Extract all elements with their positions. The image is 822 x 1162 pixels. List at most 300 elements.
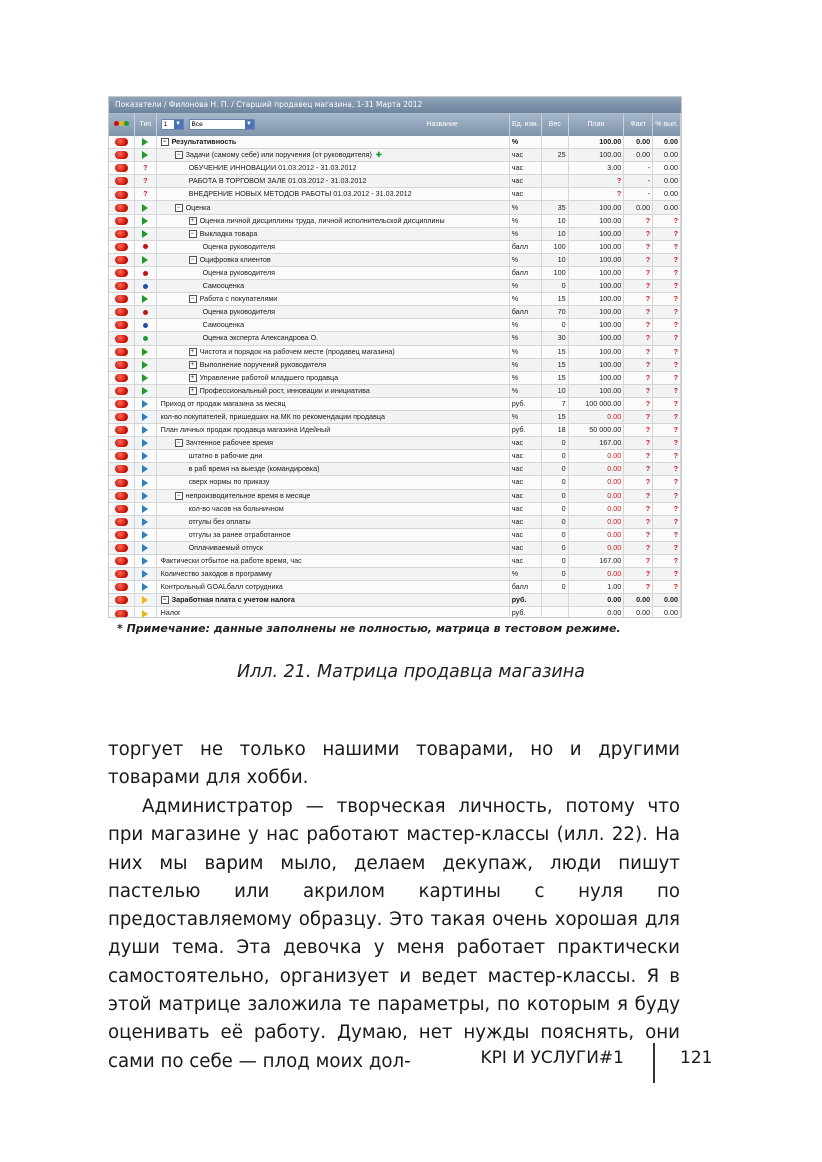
fact-cell[interactable] bbox=[624, 607, 653, 618]
fact-cell[interactable] bbox=[624, 266, 653, 279]
weight-cell bbox=[541, 607, 568, 618]
blue-triangle-icon bbox=[142, 557, 148, 565]
red-dot-icon bbox=[143, 244, 148, 249]
plan-cell bbox=[568, 227, 624, 240]
fact-value: ? bbox=[645, 385, 651, 395]
status-cell bbox=[109, 397, 135, 410]
unit-cell bbox=[509, 384, 541, 397]
collapse-icon[interactable]: − bbox=[175, 204, 183, 212]
status-cell bbox=[109, 253, 135, 266]
fact-cell[interactable] bbox=[624, 162, 653, 175]
fact-cell[interactable] bbox=[624, 214, 653, 227]
table-row[interactable] bbox=[109, 319, 681, 332]
type-cell bbox=[135, 607, 156, 618]
weight-cell bbox=[541, 332, 568, 345]
pct-cell bbox=[653, 201, 681, 214]
plan-value: 0.00 bbox=[607, 490, 622, 500]
fact-value: - bbox=[647, 176, 651, 186]
collapse-icon[interactable]: − bbox=[175, 151, 183, 159]
fact-cell[interactable] bbox=[624, 437, 653, 450]
table-row[interactable] bbox=[109, 594, 681, 607]
status-red-dot-icon bbox=[115, 610, 128, 618]
plan-cell bbox=[568, 384, 624, 397]
plan-cell bbox=[568, 162, 624, 175]
type-cell bbox=[135, 240, 156, 253]
status-red-dot-icon bbox=[115, 217, 128, 225]
weight-cell bbox=[541, 476, 568, 489]
pct-value: ? bbox=[673, 215, 678, 225]
status-red-dot-icon bbox=[115, 544, 128, 552]
fact-cell[interactable] bbox=[624, 424, 653, 437]
plan-value: 3.00 bbox=[607, 163, 622, 173]
fact-cell[interactable] bbox=[624, 594, 653, 607]
table-row[interactable] bbox=[109, 371, 681, 384]
pct-cell bbox=[653, 541, 681, 554]
table-row[interactable] bbox=[109, 515, 681, 528]
collapse-icon[interactable]: − bbox=[189, 295, 197, 303]
pct-cell bbox=[653, 371, 681, 384]
red-dot-icon bbox=[143, 271, 148, 276]
unit-cell bbox=[509, 555, 541, 568]
status-cell bbox=[109, 450, 135, 463]
weight-cell bbox=[541, 528, 568, 541]
pct-cell bbox=[653, 345, 681, 358]
pct-cell bbox=[653, 280, 681, 293]
status-red-dot-icon bbox=[115, 164, 128, 172]
plan-value: 100.00 bbox=[599, 150, 622, 160]
table-row[interactable] bbox=[109, 437, 681, 450]
table-row[interactable] bbox=[109, 188, 681, 201]
pct-cell bbox=[653, 266, 681, 279]
plan-cell bbox=[568, 397, 624, 410]
blue-triangle-icon bbox=[142, 452, 148, 460]
weight-cell bbox=[541, 266, 568, 279]
fact-cell[interactable] bbox=[624, 384, 653, 397]
indicator-name: Зачтенное рабочее время bbox=[185, 438, 273, 448]
indicator-name: Заработная плата с учетом налога bbox=[171, 595, 295, 605]
fact-cell[interactable] bbox=[624, 188, 653, 201]
plan-value: 100.00 bbox=[599, 241, 622, 251]
plan-cell bbox=[568, 424, 624, 437]
weight-cell bbox=[541, 555, 568, 568]
table-row[interactable] bbox=[109, 175, 681, 188]
table-row[interactable] bbox=[109, 136, 681, 149]
indicator-name: Задачи (самому себе) или поручения (от руководителя) bbox=[185, 150, 372, 160]
table-row[interactable] bbox=[109, 450, 681, 463]
plan-value: 100 000.00 bbox=[585, 398, 622, 408]
plan-value: 100.00 bbox=[599, 346, 622, 356]
weight-value: 70 bbox=[557, 307, 566, 317]
unit-value: час bbox=[511, 477, 524, 487]
question-mark-icon: ? bbox=[143, 163, 148, 173]
indicator-name: сверх нормы по приказу bbox=[188, 477, 270, 487]
table-row[interactable] bbox=[109, 280, 681, 293]
blue-triangle-icon bbox=[142, 439, 148, 447]
kpi-table bbox=[109, 113, 681, 618]
unit-cell bbox=[509, 581, 541, 594]
pct-value: ? bbox=[673, 294, 678, 304]
collapse-icon[interactable]: − bbox=[175, 439, 183, 447]
type-cell bbox=[135, 463, 156, 476]
expand-icon[interactable]: + bbox=[189, 348, 197, 356]
unit-cell bbox=[509, 149, 541, 162]
type-cell bbox=[135, 358, 156, 371]
pct-value: ? bbox=[673, 529, 678, 539]
plan-cell bbox=[568, 541, 624, 554]
table-row[interactable] bbox=[109, 214, 681, 227]
table-row[interactable] bbox=[109, 581, 681, 594]
fact-cell[interactable] bbox=[624, 358, 653, 371]
table-row[interactable] bbox=[109, 345, 681, 358]
table-row[interactable] bbox=[109, 607, 681, 618]
unit-value: % bbox=[511, 202, 519, 212]
weight-cell bbox=[541, 594, 568, 607]
plan-cell bbox=[568, 214, 624, 227]
status-cell bbox=[109, 581, 135, 594]
weight-cell bbox=[541, 358, 568, 371]
expand-icon[interactable]: + bbox=[189, 374, 197, 382]
fact-cell[interactable] bbox=[624, 568, 653, 581]
collapse-icon[interactable]: − bbox=[189, 256, 197, 264]
table-row[interactable] bbox=[109, 397, 681, 410]
table-row[interactable] bbox=[109, 201, 681, 214]
unit-cell bbox=[509, 424, 541, 437]
table-row[interactable] bbox=[109, 306, 681, 319]
fact-cell[interactable] bbox=[624, 541, 653, 554]
table-row[interactable] bbox=[109, 293, 681, 306]
table-row[interactable] bbox=[109, 384, 681, 397]
unit-value: % bbox=[511, 333, 519, 343]
fact-cell[interactable] bbox=[624, 293, 653, 306]
fact-cell[interactable] bbox=[624, 240, 653, 253]
fact-cell[interactable] bbox=[624, 515, 653, 528]
blue-triangle-icon bbox=[142, 505, 148, 513]
pct-value: 0.00 bbox=[664, 189, 678, 199]
pct-value: ? bbox=[673, 228, 678, 238]
status-cell bbox=[109, 280, 135, 293]
name-cell bbox=[156, 358, 509, 371]
unit-value: час bbox=[511, 464, 524, 474]
unit-value: час bbox=[511, 503, 524, 513]
expand-icon[interactable]: + bbox=[189, 217, 197, 225]
type-cell bbox=[135, 345, 156, 358]
indicator-name: Оценка руководителя bbox=[202, 241, 276, 251]
name-cell bbox=[156, 266, 509, 279]
plan-cell bbox=[568, 476, 624, 489]
unit-cell bbox=[509, 528, 541, 541]
name-cell bbox=[156, 253, 509, 266]
indicator-name: Работа с покупателями bbox=[199, 294, 278, 304]
fact-cell[interactable] bbox=[624, 476, 653, 489]
table-row[interactable] bbox=[109, 149, 681, 162]
name-cell bbox=[156, 188, 509, 201]
table-row[interactable] bbox=[109, 476, 681, 489]
weight-value: 25 bbox=[557, 150, 566, 160]
status-cell bbox=[109, 502, 135, 515]
fact-cell[interactable] bbox=[624, 410, 653, 423]
status-cell bbox=[109, 319, 135, 332]
type-cell bbox=[135, 371, 156, 384]
table-row[interactable] bbox=[109, 541, 681, 554]
weight-value: 15 bbox=[557, 359, 566, 369]
fact-cell[interactable] bbox=[624, 136, 653, 149]
plan-cell bbox=[568, 568, 624, 581]
fact-cell[interactable] bbox=[624, 280, 653, 293]
question-mark-icon: ? bbox=[143, 189, 148, 199]
status-red-dot-icon bbox=[115, 335, 128, 343]
table-row[interactable] bbox=[109, 502, 681, 515]
fact-cell[interactable] bbox=[624, 581, 653, 594]
unit-value: час bbox=[511, 176, 524, 186]
pct-value: 0.00 bbox=[664, 608, 678, 618]
table-row[interactable] bbox=[109, 528, 681, 541]
fact-cell[interactable] bbox=[624, 319, 653, 332]
fact-value: ? bbox=[645, 372, 651, 382]
plan-cell bbox=[568, 555, 624, 568]
fact-cell[interactable] bbox=[624, 371, 653, 384]
plan-value: 0.00 bbox=[607, 451, 622, 461]
weight-column-header: Вес bbox=[541, 113, 568, 136]
plan-cell bbox=[568, 345, 624, 358]
pct-value: ? bbox=[673, 398, 678, 408]
plan-value: ? bbox=[616, 176, 622, 186]
blue-triangle-icon bbox=[142, 583, 148, 591]
table-row[interactable] bbox=[109, 240, 681, 253]
plan-value: 0.00 bbox=[607, 464, 622, 474]
unit-cell bbox=[509, 319, 541, 332]
fact-cell[interactable] bbox=[624, 463, 653, 476]
name-cell bbox=[156, 214, 509, 227]
status-cell bbox=[109, 240, 135, 253]
plan-cell bbox=[568, 358, 624, 371]
fact-value: ? bbox=[645, 307, 651, 317]
weight-cell bbox=[541, 188, 568, 201]
pct-value: ? bbox=[673, 307, 678, 317]
pct-cell bbox=[653, 489, 681, 502]
status-cell bbox=[109, 266, 135, 279]
pct-cell bbox=[653, 594, 681, 607]
filter-select[interactable]: Все ▼ bbox=[189, 119, 255, 130]
pct-cell bbox=[653, 476, 681, 489]
fact-value: ? bbox=[645, 320, 651, 330]
add-task-icon[interactable]: ✚ bbox=[375, 150, 382, 160]
fact-cell[interactable] bbox=[624, 555, 653, 568]
fact-value: ? bbox=[645, 569, 651, 579]
unit-value: час bbox=[511, 438, 524, 448]
plan-value: 0.00 bbox=[607, 569, 622, 579]
table-row[interactable] bbox=[109, 424, 681, 437]
unit-value: % bbox=[511, 385, 519, 395]
indicator-name: Приход от продаж магазина за месяц bbox=[160, 398, 286, 408]
fact-cell[interactable] bbox=[624, 253, 653, 266]
fact-value: 0.00 bbox=[636, 150, 651, 160]
pct-value: 0.00 bbox=[664, 163, 678, 173]
fact-cell[interactable] bbox=[624, 149, 653, 162]
pct-cell bbox=[653, 136, 681, 149]
fact-cell[interactable] bbox=[624, 332, 653, 345]
pct-value: ? bbox=[673, 516, 678, 526]
kpi-matrix-screenshot bbox=[108, 96, 682, 618]
plan-cell bbox=[568, 306, 624, 319]
indicator-name: Фактически отбытое на работе время, час bbox=[160, 556, 302, 566]
table-row[interactable] bbox=[109, 463, 681, 476]
status-cell bbox=[109, 528, 135, 541]
fact-cell[interactable] bbox=[624, 201, 653, 214]
name-cell bbox=[156, 410, 509, 423]
green-triangle-icon bbox=[142, 204, 148, 212]
unit-value: % bbox=[511, 569, 519, 579]
weight-value: 30 bbox=[557, 333, 566, 343]
status-cell bbox=[109, 410, 135, 423]
level-select[interactable]: 1 ▼ bbox=[161, 119, 184, 130]
pct-value: ? bbox=[673, 464, 678, 474]
fact-cell[interactable] bbox=[624, 175, 653, 188]
indicator-name: отгулы без оплаты bbox=[188, 516, 251, 526]
status-cell bbox=[109, 437, 135, 450]
status-cell bbox=[109, 555, 135, 568]
weight-value: 0 bbox=[561, 556, 566, 566]
pct-value: ? bbox=[673, 425, 678, 435]
fact-value: ? bbox=[645, 281, 651, 291]
unit-cell bbox=[509, 358, 541, 371]
unit-value: % bbox=[511, 254, 519, 264]
table-row[interactable] bbox=[109, 358, 681, 371]
status-red-dot-icon bbox=[115, 204, 128, 212]
status-red-dot-icon bbox=[115, 413, 128, 421]
table-row[interactable] bbox=[109, 410, 681, 423]
indicator-name: Профессиональный рост, инновации и инициатива bbox=[199, 385, 370, 395]
pct-value: ? bbox=[673, 359, 678, 369]
name-cell bbox=[156, 136, 509, 149]
status-red-dot-icon bbox=[115, 387, 128, 395]
fact-cell[interactable] bbox=[624, 450, 653, 463]
status-red-dot-icon bbox=[115, 230, 128, 238]
type-cell bbox=[135, 253, 156, 266]
indicator-name: штатно в рабочие дни bbox=[188, 451, 263, 461]
indicator-name: непроизводительное время в месяце bbox=[185, 490, 311, 500]
green-triangle-icon bbox=[142, 348, 148, 356]
collapse-icon[interactable]: − bbox=[189, 230, 197, 238]
name-cell bbox=[156, 162, 509, 175]
type-cell bbox=[135, 201, 156, 214]
name-cell bbox=[156, 293, 509, 306]
fact-cell[interactable] bbox=[624, 345, 653, 358]
table-row[interactable] bbox=[109, 568, 681, 581]
weight-cell bbox=[541, 397, 568, 410]
fact-cell[interactable] bbox=[624, 528, 653, 541]
plan-cell bbox=[568, 371, 624, 384]
fact-cell[interactable] bbox=[624, 489, 653, 502]
type-cell bbox=[135, 384, 156, 397]
indicator-name: Выкладка товара bbox=[199, 228, 258, 238]
unit-value: час bbox=[511, 189, 524, 199]
weight-cell bbox=[541, 371, 568, 384]
table-row[interactable] bbox=[109, 227, 681, 240]
pct-value: ? bbox=[673, 451, 678, 461]
type-cell bbox=[135, 581, 156, 594]
status-cell bbox=[109, 384, 135, 397]
fact-value: ? bbox=[645, 425, 651, 435]
weight-value: 35 bbox=[557, 202, 566, 212]
fact-cell[interactable] bbox=[624, 397, 653, 410]
weight-value: 0 bbox=[561, 582, 566, 592]
status-red-dot-icon bbox=[115, 308, 128, 316]
unit-cell bbox=[509, 463, 541, 476]
name-cell bbox=[156, 528, 509, 541]
pct-cell bbox=[653, 149, 681, 162]
table-row[interactable] bbox=[109, 266, 681, 279]
table-row[interactable] bbox=[109, 489, 681, 502]
weight-cell bbox=[541, 306, 568, 319]
plan-value: 0.00 bbox=[607, 542, 622, 552]
table-row[interactable] bbox=[109, 253, 681, 266]
name-cell bbox=[156, 568, 509, 581]
unit-value: час bbox=[511, 556, 524, 566]
indicator-name: Результативность bbox=[171, 137, 237, 147]
fact-cell[interactable] bbox=[624, 502, 653, 515]
expand-icon[interactable]: + bbox=[189, 387, 197, 395]
plan-value: 50 000.00 bbox=[589, 425, 622, 435]
pct-cell bbox=[653, 410, 681, 423]
indicator-name: РАБОТА В ТОРГОВОМ ЗАЛЕ 01.03.2012 - 31.03.2012 bbox=[188, 176, 367, 186]
unit-cell bbox=[509, 568, 541, 581]
weight-cell bbox=[541, 280, 568, 293]
indicator-name: Оцифровка клиентов bbox=[199, 254, 271, 264]
fact-value: ? bbox=[645, 542, 651, 552]
pct-value: ? bbox=[673, 490, 678, 500]
fact-cell[interactable] bbox=[624, 306, 653, 319]
expand-icon[interactable]: + bbox=[189, 361, 197, 369]
unit-cell bbox=[509, 489, 541, 502]
pct-value: ? bbox=[673, 569, 678, 579]
fact-cell[interactable] bbox=[624, 227, 653, 240]
plan-cell bbox=[568, 515, 624, 528]
fact-value: ? bbox=[645, 438, 651, 448]
unit-value: руб. bbox=[511, 425, 526, 435]
name-cell bbox=[156, 476, 509, 489]
table-row[interactable] bbox=[109, 555, 681, 568]
name-cell bbox=[156, 581, 509, 594]
type-cell bbox=[135, 410, 156, 423]
fact-value: ? bbox=[645, 490, 651, 500]
table-row[interactable] bbox=[109, 162, 681, 175]
table-row[interactable] bbox=[109, 332, 681, 345]
weight-cell bbox=[541, 175, 568, 188]
name-cell bbox=[156, 515, 509, 528]
name-cell bbox=[156, 424, 509, 437]
weight-value: 15 bbox=[557, 346, 566, 356]
green-triangle-icon bbox=[142, 230, 148, 238]
status-legend-green-icon bbox=[124, 121, 129, 126]
plan-cell bbox=[568, 502, 624, 515]
weight-value: 0 bbox=[561, 477, 566, 487]
collapse-icon[interactable]: − bbox=[175, 492, 183, 500]
weight-cell bbox=[541, 515, 568, 528]
weight-cell bbox=[541, 240, 568, 253]
status-red-dot-icon bbox=[115, 177, 128, 185]
type-cell bbox=[135, 162, 156, 175]
unit-cell bbox=[509, 607, 541, 618]
name-cell bbox=[156, 384, 509, 397]
pct-value: ? bbox=[673, 542, 678, 552]
weight-cell bbox=[541, 502, 568, 515]
type-cell bbox=[135, 515, 156, 528]
indicator-name: в раб время на выезде (командировка) bbox=[188, 464, 320, 474]
plan-cell bbox=[568, 594, 624, 607]
collapse-icon[interactable]: − bbox=[161, 138, 169, 146]
status-cell bbox=[109, 476, 135, 489]
collapse-icon[interactable]: − bbox=[161, 596, 169, 604]
